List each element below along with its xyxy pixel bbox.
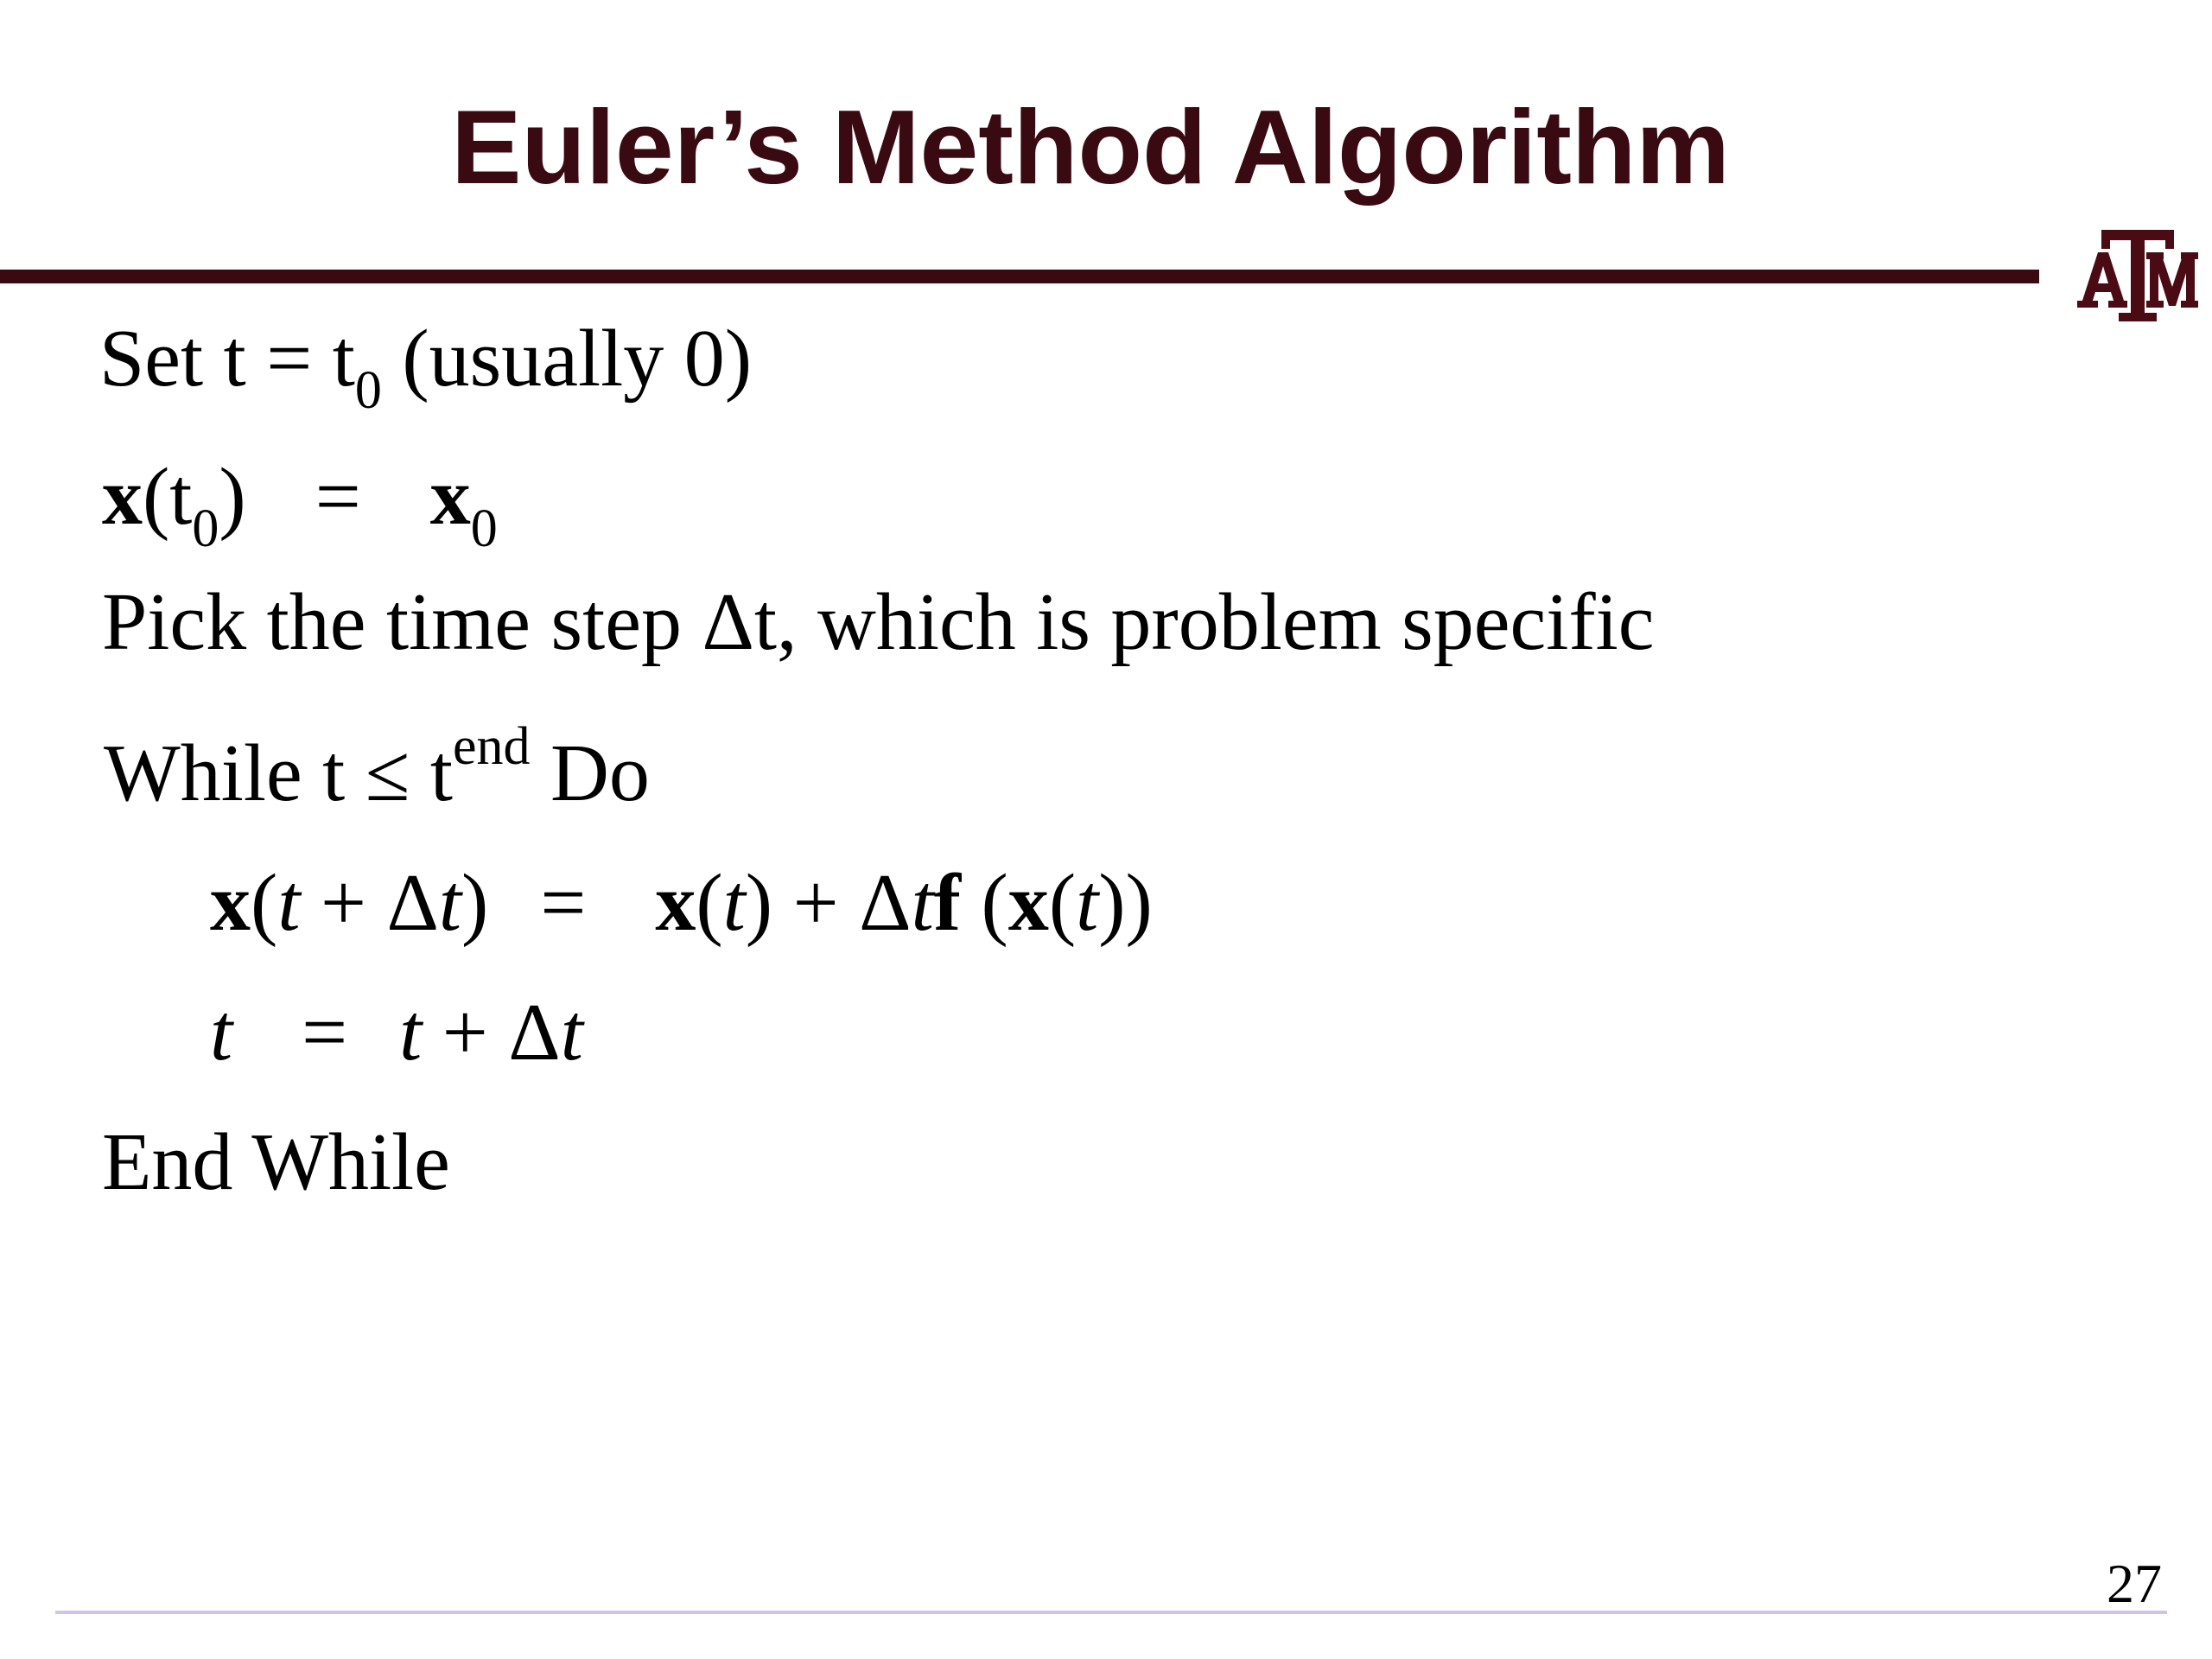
update-rhs-t: t xyxy=(722,858,746,948)
update-rhs-x: x xyxy=(655,858,696,948)
update-rhs-open3: ( xyxy=(1048,858,1077,948)
step-end-while: End While xyxy=(102,1117,450,1207)
initial-close-paren: ) xyxy=(219,452,246,542)
update-lhs-x: x xyxy=(210,858,251,948)
update-lhs-plus: + Δ xyxy=(300,858,439,948)
set-time-text: Set t = t xyxy=(99,314,355,404)
update-rhs-close: ) + Δ xyxy=(745,858,912,948)
step-advance-time xyxy=(210,985,583,1080)
footer-divider xyxy=(55,1611,2167,1614)
while-do: Do xyxy=(530,728,650,818)
initial-t-subscript: 0 xyxy=(192,499,219,558)
initial-paren-t: (t xyxy=(143,452,193,542)
advance-rhs-plus: + Δ xyxy=(422,988,561,1077)
initial-equals: = xyxy=(315,452,361,542)
initial-x0: x xyxy=(429,452,471,542)
step-while-loop xyxy=(104,717,650,821)
set-time-note: (usually 0) xyxy=(381,314,753,404)
advance-lhs-t: t xyxy=(210,988,233,1077)
update-rhs-t3: t xyxy=(1076,858,1099,948)
while-superscript: end xyxy=(453,717,531,776)
update-lhs-t2: t xyxy=(438,858,462,948)
advance-rhs-t2: t xyxy=(560,988,583,1077)
update-lhs-close: ) xyxy=(461,858,489,948)
title-divider xyxy=(0,270,2039,283)
update-rhs-f: f xyxy=(933,858,961,948)
step-update-state xyxy=(210,855,1153,950)
update-rhs-close2: )) xyxy=(1098,858,1153,948)
set-time-subscript: 0 xyxy=(354,361,382,420)
update-rhs-t2: t xyxy=(911,858,934,948)
while-text: While t ≤ t xyxy=(104,728,453,818)
initial-x: x xyxy=(102,452,143,542)
update-lhs-open: ( xyxy=(251,858,278,948)
update-equals: = xyxy=(540,858,587,948)
initial-x0-subscript: 0 xyxy=(470,499,498,558)
advance-rhs-t: t xyxy=(399,988,423,1077)
step-pick-timestep: Pick the time step Δt, which is problem specific xyxy=(102,577,1655,667)
advance-equals: = xyxy=(302,988,348,1077)
step-initial-condition xyxy=(102,449,498,558)
page-number: 27 xyxy=(2107,1553,2162,1614)
step-set-time xyxy=(99,311,753,420)
slide-title: Euler’s Method Algorithm xyxy=(451,88,1730,206)
update-rhs-open: ( xyxy=(696,858,723,948)
update-lhs-t: t xyxy=(277,858,301,948)
update-rhs-x2: x xyxy=(1007,858,1049,948)
tamu-logo-icon xyxy=(2077,226,2198,330)
update-rhs-open2: ( xyxy=(961,858,1008,948)
